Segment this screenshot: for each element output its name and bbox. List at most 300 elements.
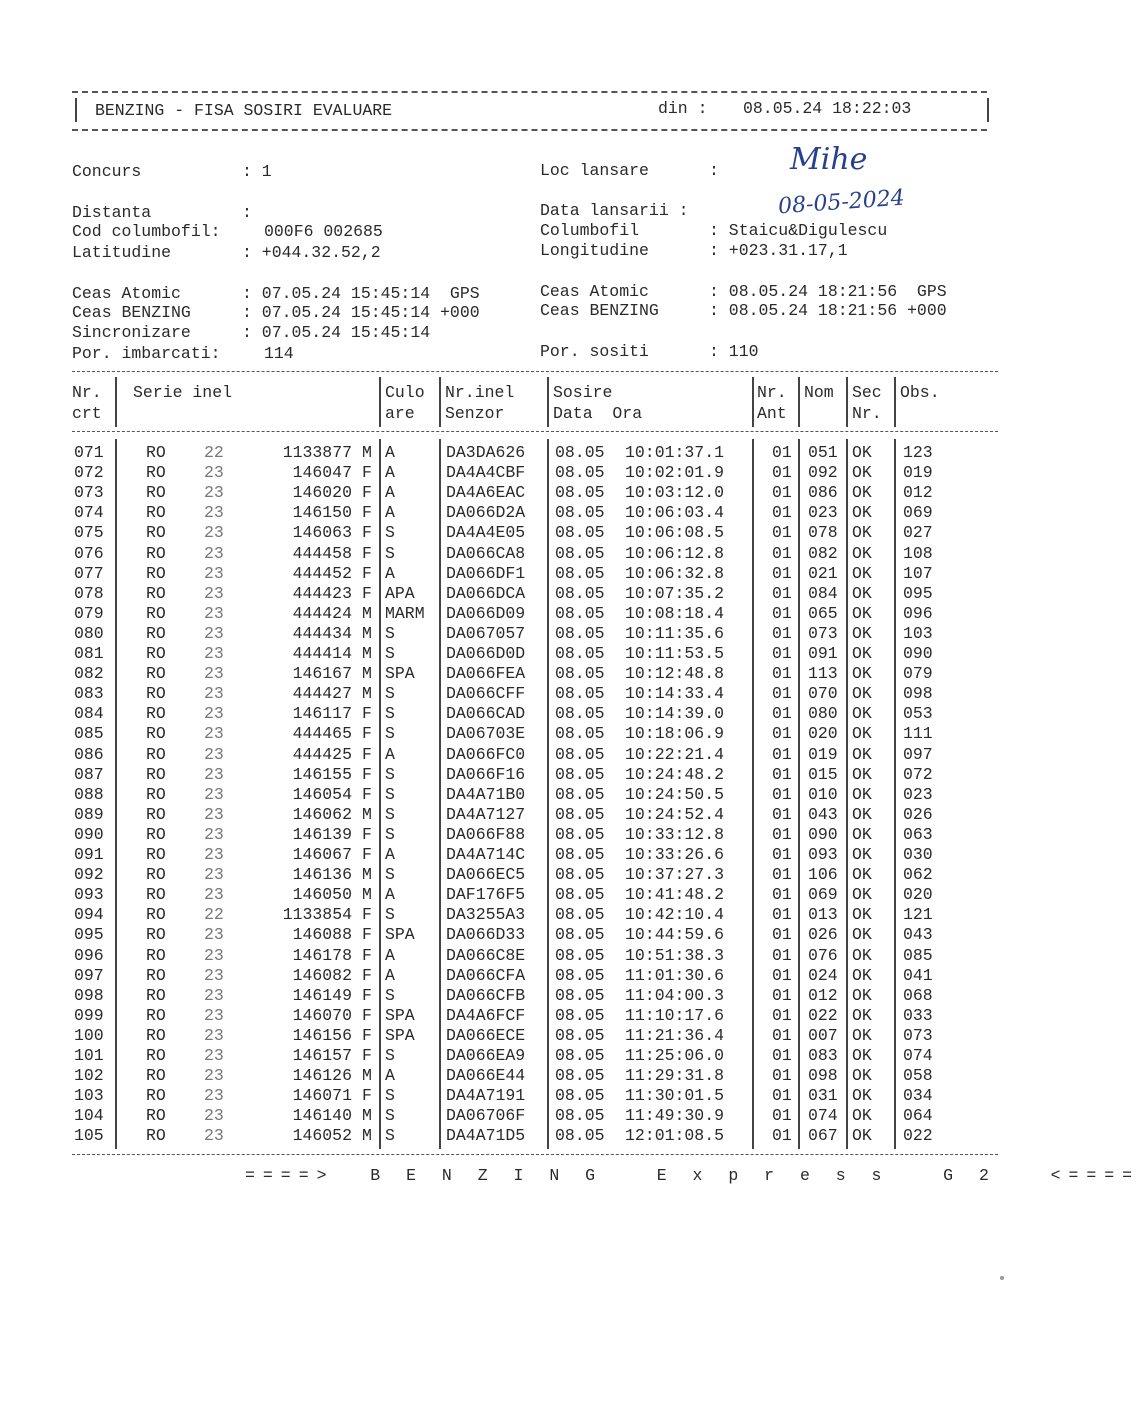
cell-culoare: S [385,1086,395,1106]
cell-nr-inel-senzor: DA066F88 [446,824,526,844]
din-label: din : [658,99,708,118]
cell-data: 08.05 [555,784,605,804]
table-row [0,1066,1024,1086]
cell-data: 08.05 [555,1126,605,1146]
cell-sec: OK [852,1086,872,1106]
cell-sex: F [362,704,372,724]
table-row [0,845,1024,865]
report-title: BENZING - FISA SOSIRI EVALUARE [95,101,393,120]
cell-serie: 146070 [292,1005,352,1025]
table-row [0,1126,1024,1146]
cell-culoare: A [385,845,395,864]
cell-serie: 146178 [292,945,352,965]
cell-nr-crt: 086 [74,744,104,764]
sincronizare-value: : 07.05.24 15:45:14 [242,323,431,342]
cell-nr-ant: 01 [772,744,792,764]
cell-serie: 146088 [292,925,352,945]
header-bottom-border [72,129,987,131]
cell-an: 23 [204,503,224,523]
cell-nr-inel-senzor: DA066D2A [446,503,526,523]
cell-nom: 043 [808,804,838,824]
cell-nom: 010 [808,784,838,804]
cell-obs: 107 [903,563,933,583]
header-nr: Nr. [72,383,102,402]
cell-nom: 019 [808,744,838,764]
cell-sex: M [362,1066,372,1086]
cell-nr-crt: 077 [74,563,104,583]
cell-an: 23 [204,1066,224,1086]
cell-sex: M [362,623,372,643]
cell-culoare: SPA [385,664,415,684]
cell-nr-inel-senzor: DA06706F [446,1106,526,1126]
cell-sex: F [362,764,372,784]
cell-tara: RO [146,664,166,684]
cell-nr-inel-senzor: DA066ECE [446,1025,526,1045]
cell-ora: 10:24:48.2 [625,764,725,784]
cell-nr-ant: 01 [772,623,792,643]
table-row [0,684,1024,704]
cell-sec: OK [852,724,872,744]
cell-nr-crt: 087 [74,764,104,784]
cell-an: 23 [204,784,224,804]
cell-data: 08.05 [555,543,605,563]
cell-sex: F [362,503,372,523]
cell-nr-ant: 01 [772,684,792,704]
cell-nom: 070 [808,684,838,704]
cell-an: 23 [204,865,224,885]
report-datetime: 08.05.24 18:22:03 [743,99,912,118]
cell-ora: 10:08:18.4 [625,603,725,623]
cell-nr-ant: 01 [772,563,792,583]
cell-tara: RO [146,704,166,724]
cell-nr-ant: 01 [772,503,792,523]
cell-sex: F [362,563,372,583]
cell-nr-ant: 01 [772,925,792,945]
cell-nr-inel-senzor: DA066DF1 [446,563,526,583]
cell-an: 23 [204,623,224,643]
cell-ora: 11:49:30.9 [625,1106,725,1126]
cell-nr-ant: 01 [772,664,792,684]
cell-obs: 097 [903,744,933,764]
table-row [0,1106,1024,1126]
cell-nr-crt: 073 [74,483,104,503]
table-row [0,1086,1024,1106]
cell-nr-ant: 01 [772,1106,792,1126]
cell-data: 08.05 [555,804,605,824]
cell-data: 08.05 [555,623,605,643]
cell-sex: M [362,644,372,663]
cell-data: 08.05 [555,945,605,965]
cell-tara: RO [146,885,166,905]
ceas-benzing-label-right: Ceas BENZING [540,301,659,320]
header-col-sep [846,377,848,427]
cell-data: 08.05 [555,1106,605,1126]
cell-nr-inel-senzor: DA066D09 [446,603,526,623]
cell-nr-inel-senzor: DA066C8E [446,945,526,965]
cell-serie: 444427 [292,684,352,704]
cell-data: 08.05 [555,523,605,543]
cell-nr-inel-senzor: DA4A71D5 [446,1126,526,1146]
cell-an: 23 [204,1046,224,1065]
header-ant: Ant [757,404,787,423]
cell-nr-inel-senzor: DA066DCA [446,583,526,603]
cell-an: 23 [204,985,224,1005]
columbofil-label: Columbofil [540,221,640,240]
cell-nr-crt: 072 [74,463,104,483]
cell-an: 23 [204,664,224,684]
header-culoare-1: Culo [385,383,425,402]
cell-culoare: A [385,885,395,905]
cell-obs: 034 [903,1086,933,1106]
cell-tara: RO [146,724,166,744]
cell-sec: OK [852,1066,872,1086]
cell-sec: OK [852,664,872,684]
cell-ora: 10:24:50.5 [625,784,725,804]
cell-an: 23 [204,704,224,724]
cell-nr-inel-senzor: DA06703E [446,724,526,744]
concurs-value: : 1 [242,162,272,181]
cell-culoare: S [385,764,395,784]
cell-nr-ant: 01 [772,1046,792,1065]
table-row [0,584,1024,604]
header-nom: Nom [804,383,834,402]
cell-nr-ant: 01 [772,1005,792,1025]
table-row [0,925,1024,945]
columbofil-value: : Staicu&Digulescu [709,221,888,240]
cell-an: 23 [204,945,224,965]
cell-culoare: S [385,1126,395,1146]
cell-tara: RO [146,644,166,663]
cell-serie: 444434 [292,623,352,643]
cell-nr-inel-senzor: DA066E44 [446,1066,526,1086]
cell-culoare: S [385,784,395,804]
cell-data: 08.05 [555,644,605,663]
cell-nr-crt: 099 [74,1005,104,1025]
cell-ora: 10:22:21.4 [625,744,725,764]
cell-nr-crt: 074 [74,503,104,523]
cell-serie: 146047 [292,463,352,483]
table-row [0,1046,1024,1066]
cell-nr-crt: 083 [74,684,104,704]
cell-sec: OK [852,1126,872,1146]
cell-sec: OK [852,623,872,643]
cell-sex: F [362,724,372,744]
cell-nr-crt: 097 [74,965,104,985]
longitudine-label: Longitudine [540,241,649,260]
cell-nom: 076 [808,945,838,965]
cell-nr-inel-senzor: DA066FEA [446,664,526,684]
cell-data: 08.05 [555,1066,605,1086]
cell-sec: OK [852,985,872,1005]
cell-data: 08.05 [555,744,605,764]
cell-tara: RO [146,1106,166,1126]
cell-sex: F [362,1086,372,1106]
cell-data: 08.05 [555,824,605,844]
cell-obs: 027 [903,523,933,543]
cell-obs: 068 [903,985,933,1005]
table-top-border [72,371,998,372]
cell-nr-crt: 090 [74,824,104,844]
table-row [0,946,1024,966]
cell-ora: 10:24:52.4 [625,804,725,824]
data-lansarii-label: Data lansarii : [540,201,689,220]
table-row [0,704,1024,724]
cell-sex: F [362,463,372,483]
cell-nom: 024 [808,965,838,985]
cell-culoare: S [385,1106,395,1126]
cell-nr-ant: 01 [772,824,792,844]
cell-nr-crt: 084 [74,704,104,724]
cell-serie: 146067 [292,845,352,864]
cell-ora: 10:18:06.9 [625,724,725,744]
cell-an: 23 [204,684,224,704]
cod-columbofil-label: Cod columbofil: [72,222,221,241]
cell-ora: 10:41:48.2 [625,885,725,905]
cell-nr-inel-senzor: DA3DA626 [446,443,526,462]
cell-data: 08.05 [555,724,605,744]
cell-nr-inel-senzor: DA4A7191 [446,1086,526,1106]
ceas-atomic-label-left: Ceas Atomic [72,284,181,303]
cell-nr-crt: 081 [74,644,104,663]
cell-an: 23 [204,804,224,824]
table-row [0,785,1024,805]
cell-ora: 10:42:10.4 [625,905,725,925]
ceas-benzing-right: : 08.05.24 18:21:56 +000 [709,301,947,320]
cell-an: 23 [204,885,224,905]
cell-data: 08.05 [555,925,605,945]
cell-nr-crt: 104 [74,1106,104,1126]
header-nr-ant: Nr. [757,383,787,402]
cell-nr-ant: 01 [772,443,792,462]
cell-nom: 098 [808,1066,838,1086]
cell-nom: 067 [808,1126,838,1146]
cell-nom: 031 [808,1086,838,1106]
cell-tara: RO [146,804,166,824]
cell-an: 23 [204,1106,224,1126]
cell-sec: OK [852,905,872,925]
cell-serie: 1133877 [282,443,352,462]
cell-sex: M [362,865,372,885]
cell-nr-inel-senzor: DA066F16 [446,764,526,784]
cell-sex: F [362,845,372,864]
cell-sec: OK [852,503,872,523]
loc-lansare-handwritten: Mihe [790,142,868,177]
table-row [0,664,1024,684]
cell-nom: 084 [808,583,838,603]
cell-nom: 091 [808,644,838,663]
cell-serie: 146156 [292,1025,352,1045]
cell-sec: OK [852,603,872,623]
cell-sex: M [362,443,372,462]
ceas-benzing-label-left: Ceas BENZING [72,303,191,322]
cell-serie: 146136 [292,865,352,885]
cell-nom: 021 [808,563,838,583]
cell-nr-inel-senzor: DA066EC5 [446,865,526,885]
cell-sec: OK [852,1025,872,1045]
cell-tara: RO [146,543,166,563]
cell-sex: F [362,985,372,1005]
cell-nr-ant: 01 [772,764,792,784]
cell-nom: 065 [808,603,838,623]
cell-sec: OK [852,925,872,945]
cell-an: 23 [204,463,224,483]
cell-nom: 069 [808,885,838,905]
cell-data: 08.05 [555,1005,605,1025]
header-data-ora: Data Ora [553,404,643,423]
cell-sex: M [362,885,372,905]
cell-ora: 10:51:38.3 [625,945,725,965]
cell-sec: OK [852,1046,872,1065]
cell-tara: RO [146,503,166,523]
cell-nom: 106 [808,865,838,885]
header-sosire: Sosire [553,383,613,402]
cell-nom: 074 [808,1106,838,1126]
header-serie-inel: Serie inel [133,383,233,402]
cell-sec: OK [852,704,872,724]
por-sositi-value: : 110 [709,342,759,361]
cell-obs: 063 [903,824,933,844]
cell-obs: 121 [903,905,933,925]
cell-obs: 111 [903,724,933,744]
cell-obs: 064 [903,1106,933,1126]
cell-nr-crt: 101 [74,1046,104,1065]
cell-nom: 023 [808,503,838,523]
cell-sec: OK [852,824,872,844]
cell-data: 08.05 [555,1025,605,1045]
cell-tara: RO [146,1126,166,1146]
cell-an: 23 [204,563,224,583]
cell-tara: RO [146,443,166,462]
cell-ora: 11:04:00.3 [625,985,725,1005]
cell-sex: M [362,1106,372,1126]
arrivals-table-body [0,443,1024,1149]
cell-tara: RO [146,603,166,623]
table-row [0,644,1024,664]
cell-serie: 146063 [292,523,352,543]
cell-nr-crt: 098 [74,985,104,1005]
cell-nr-crt: 102 [74,1066,104,1086]
cell-nr-ant: 01 [772,804,792,824]
cell-sex: F [362,965,372,985]
cell-obs: 012 [903,483,933,503]
cell-tara: RO [146,764,166,784]
cell-obs: 026 [903,804,933,824]
cell-tara: RO [146,965,166,985]
cell-nr-crt: 093 [74,885,104,905]
cell-sex: M [362,1126,372,1146]
sincronizare-label: Sincronizare [72,323,191,342]
cell-sex: F [362,523,372,543]
cell-culoare: S [385,543,395,563]
cell-nr-ant: 01 [772,784,792,804]
table-row [0,443,1024,463]
header-bottom-line [72,431,998,432]
cell-nr-crt: 088 [74,784,104,804]
cell-obs: 023 [903,784,933,804]
cell-nr-crt: 082 [74,664,104,684]
cell-serie: 146117 [292,704,352,724]
cell-an: 23 [204,1005,224,1025]
cell-serie: 146126 [292,1066,352,1086]
cell-nr-crt: 078 [74,583,104,603]
cell-nr-crt: 071 [74,443,104,462]
concurs-label: Concurs [72,162,142,181]
cell-culoare: S [385,905,395,925]
cell-tara: RO [146,563,166,583]
cell-an: 23 [204,644,224,663]
cell-serie: 444458 [292,543,352,563]
cell-nr-inel-senzor: DA066D33 [446,925,526,945]
cell-nr-inel-senzor: DA066D0D [446,644,526,663]
cell-sec: OK [852,483,872,503]
cell-tara: RO [146,905,166,925]
table-row [0,986,1024,1006]
cell-culoare: A [385,563,395,583]
cell-nom: 090 [808,824,838,844]
cell-nom: 080 [808,704,838,724]
cell-obs: 123 [903,443,933,462]
cell-sec: OK [852,945,872,965]
header-crt: crt [72,404,102,423]
table-row [0,905,1024,925]
cell-obs: 062 [903,865,933,885]
cell-data: 08.05 [555,684,605,704]
cell-an: 23 [204,583,224,603]
loc-lansare-value: : [709,161,719,180]
cell-ora: 11:10:17.6 [625,1005,725,1025]
ceas-atomic-label-right: Ceas Atomic [540,282,649,301]
header-nr-inel: Nr.inel [445,383,515,402]
cell-ora: 10:11:53.5 [625,644,725,663]
longitudine-value: : +023.31.17,1 [709,241,848,260]
cell-nr-inel-senzor: DAF176F5 [446,885,526,905]
cell-sex: F [362,744,372,764]
cell-sec: OK [852,684,872,704]
table-row [0,1006,1024,1026]
cell-data: 08.05 [555,885,605,905]
cell-tara: RO [146,1066,166,1086]
cell-ora: 10:03:12.0 [625,483,725,503]
cell-serie: 146157 [292,1046,352,1065]
cell-tara: RO [146,1005,166,1025]
cell-nr-crt: 096 [74,945,104,965]
cell-sex: F [362,945,372,965]
cell-data: 08.05 [555,503,605,523]
cell-serie: 444425 [292,744,352,764]
cell-tara: RO [146,744,166,764]
cell-an: 23 [204,483,224,503]
cell-nom: 082 [808,543,838,563]
cell-ora: 10:02:01.9 [625,463,725,483]
cell-nom: 092 [808,463,838,483]
cell-nr-inel-senzor: DA4A71B0 [446,784,526,804]
header-col-sep [752,377,754,427]
cell-sex: M [362,684,372,704]
cell-ora: 11:25:06.0 [625,1046,725,1065]
header-sec: Sec [852,383,882,402]
cell-sec: OK [852,443,872,462]
cell-an: 23 [204,724,224,744]
cell-nr-ant: 01 [772,1126,792,1146]
cell-sex: F [362,583,372,603]
cell-serie: 146052 [292,1126,352,1146]
cell-ora: 10:37:27.3 [625,865,725,885]
cell-data: 08.05 [555,583,605,603]
cell-nom: 086 [808,483,838,503]
ceas-atomic-left: : 07.05.24 15:45:14 GPS [242,284,480,303]
cell-an: 23 [204,523,224,543]
table-bottom-border [72,1154,998,1155]
